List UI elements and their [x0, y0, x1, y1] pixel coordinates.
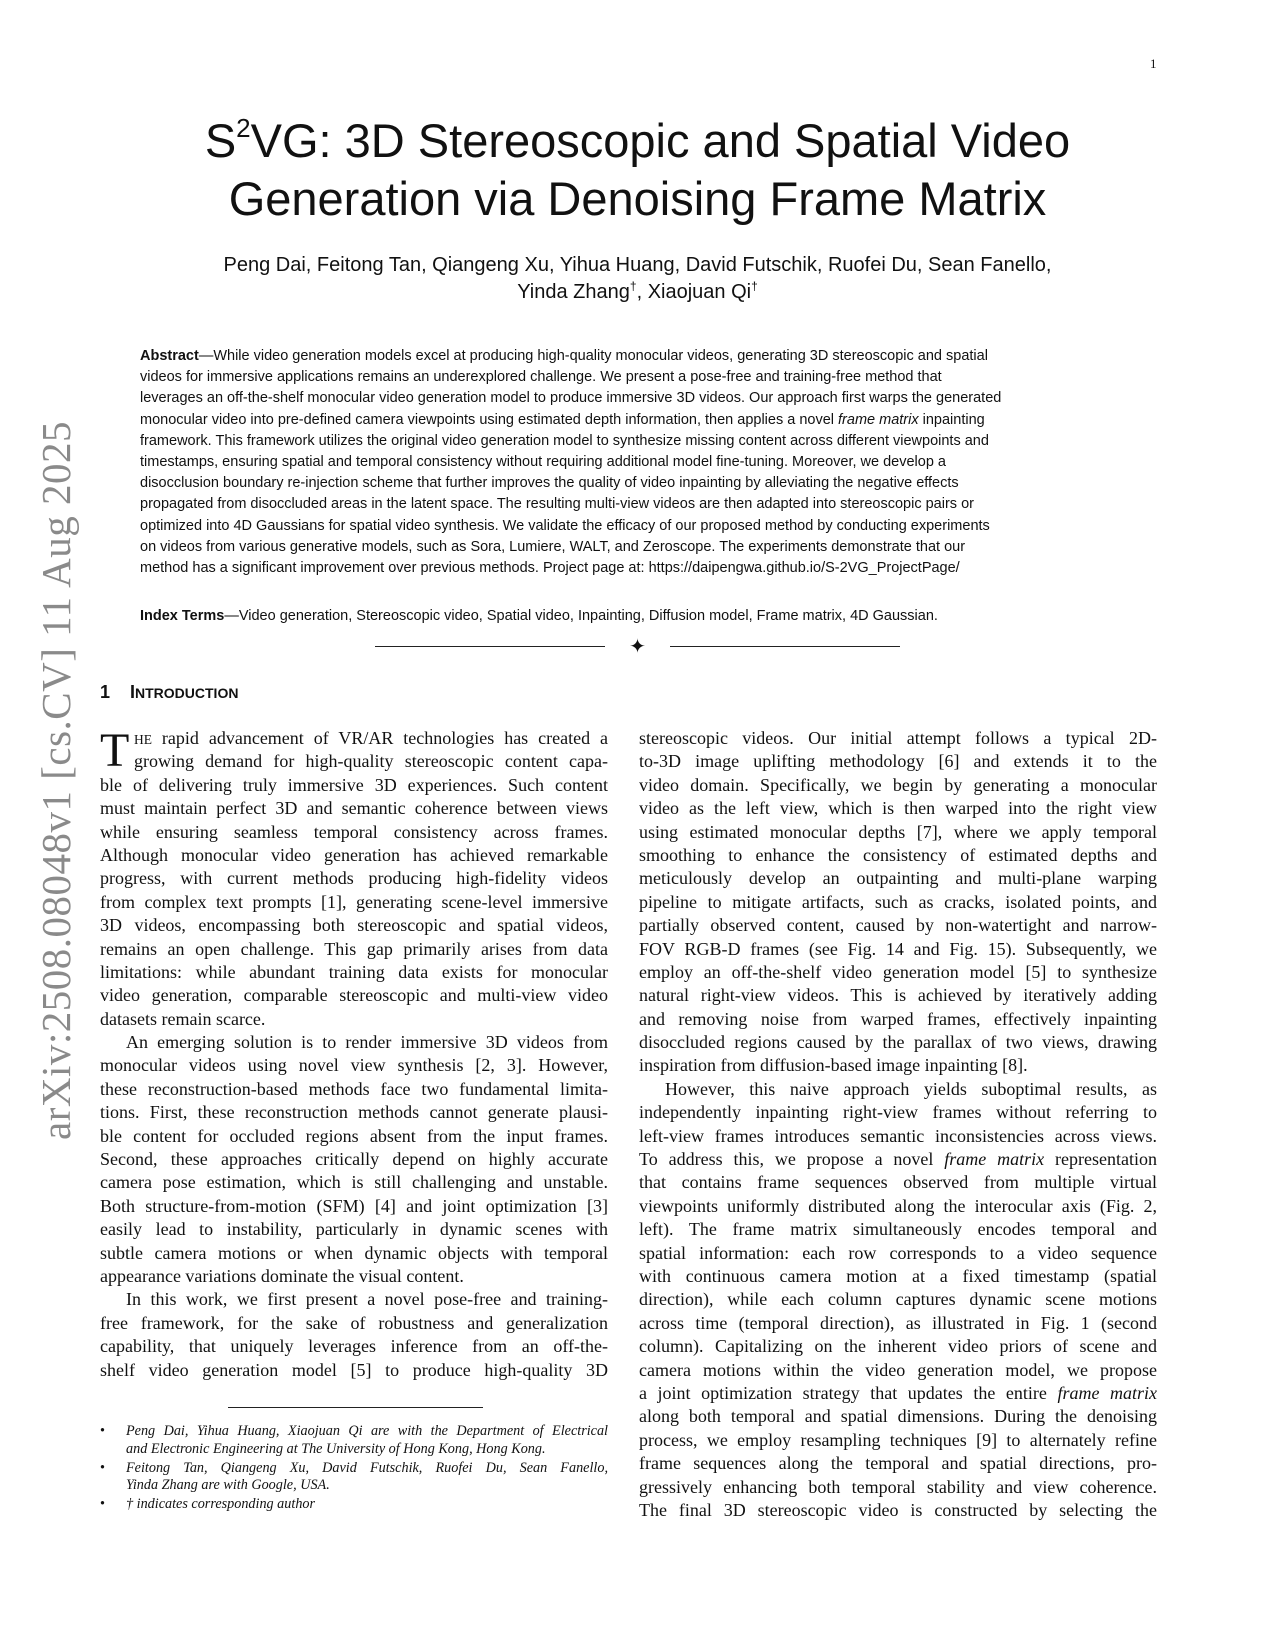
- bullet-icon: •: [100, 1496, 105, 1513]
- body-line: Second, these approaches critically depend on highly accurate: [100, 1149, 608, 1170]
- abstract-line: videos for immersive applications remains an underexplored challenge. We present a pose-free and training-free method that: [140, 369, 942, 386]
- body-line: shelf video generation model [5] to produce high-quality 3D: [100, 1359, 608, 1380]
- body-line: to-3D image uplifting methodology [6] and extends it to the: [639, 751, 1157, 772]
- body-emphasis: frame matrix: [944, 1149, 1045, 1170]
- abstract-line: propagated from disoccluded areas in the latent space. The resulting multi-view videos are then adapted into stereoscopic pairs or: [140, 496, 974, 513]
- body-line: across time (temporal direction), as illustrated in Fig. 1 (second: [639, 1312, 1157, 1333]
- body-text: a joint optimization strategy that updates the entire: [639, 1382, 1058, 1403]
- bullet-icon: •: [100, 1423, 105, 1439]
- body-line: these reconstruction-based methods face two fundamental limita-: [100, 1078, 608, 1099]
- body-line: smoothing to enhance the consistency of estimated depths and: [639, 844, 1157, 865]
- body-text: representation: [1044, 1149, 1157, 1170]
- abstract: [140, 346, 1130, 579]
- body-line: frame sequences along the temporal and spatial directions, pro-: [639, 1453, 1157, 1474]
- title-line-1-text: VG: 3D Stereoscopic and Spatial Video: [250, 114, 1071, 167]
- body-line: independently inpainting right-view frames without referring to: [639, 1102, 1157, 1123]
- body-line: [100, 727, 608, 750]
- body-line: subtle camera motions or when dynamic objects with temporal: [100, 1242, 608, 1263]
- body-line: inspiration from diffusion-based image inpainting [8].: [639, 1055, 1028, 1076]
- section-heading: [100, 682, 238, 703]
- body-line: video generation, comparable stereoscopic and multi-view video: [100, 985, 608, 1006]
- abstract-line: framework. This framework utilizes the original video generation model to synthesize missing content across different viewpoints and: [140, 432, 989, 449]
- arxiv-identifier-stamp: arXiv:2508.08048v1 [cs.CV] 11 Aug 2025: [33, 421, 79, 1140]
- divider-star-icon: ✦: [629, 636, 646, 658]
- section-title-initial: I: [130, 682, 136, 702]
- footnote-item: [100, 1423, 608, 1459]
- body-line: An emerging solution is to render immersive 3D videos from: [126, 1032, 608, 1053]
- title-line-1: [100, 112, 1175, 170]
- body-line: [639, 1382, 1157, 1405]
- right-column: [639, 727, 1157, 1522]
- body-line: employ an off-the-shelf video generation model [5] to synthesize: [639, 961, 1157, 982]
- footnote-line: † indicates corresponding author: [126, 1496, 316, 1513]
- abstract-line: leverages an off-the-shelf monocular video generation model to produce immersive 3D videos. Our approach first warps the generated: [140, 390, 1002, 407]
- title-s: S: [204, 114, 237, 167]
- abstract-line: on videos from various generative models, such as Sora, Lumiere, WALT, and Zeroscope. The experiments demonstrate that our: [140, 538, 966, 555]
- small-caps-text: HE: [134, 732, 152, 747]
- body-line: remains an open challenge. This gap primarily arises from data: [100, 938, 608, 959]
- index-terms-text: —Video generation, Stereoscopic video, Spatial video, Inpainting, Diffusion model, Frame matrix, 4D Gaussian.: [224, 608, 938, 624]
- corresponding-mark: †: [751, 279, 758, 293]
- body-line: FOV RGB-D frames (see Fig. 14 and Fig. 15). Subsequently, we: [639, 938, 1157, 959]
- footnote-line: Yinda Zhang are with Google, USA.: [126, 1477, 330, 1494]
- body-line: partially observed content, caused by non-watertight and narrow-: [639, 915, 1157, 936]
- paper-title: [100, 112, 1175, 228]
- body-line: from complex text prompts [1], generating scene-level immersive: [100, 891, 608, 912]
- footnote-line: and Electronic Engineering at The University of Hong Kong, Hong Kong.: [126, 1440, 546, 1457]
- body-line: 3D videos, encompassing both stereoscopic and spatial videos,: [100, 915, 608, 936]
- abstract-line: timestamps, ensuring spatial and temporal consistency without requiring additional model fine-tuning. Moreover, we develop a: [140, 454, 946, 471]
- body-line: with continuous camera motion at a fixed timestamp (spatial: [639, 1265, 1157, 1286]
- body-line: process, we employ resampling techniques [9] to alternately refine: [639, 1429, 1157, 1450]
- title-line-2: Generation via Denoising Frame Matrix: [228, 172, 1047, 225]
- body-line: viewpoints uniformly distributed along the interocular axis (Fig. 2,: [639, 1195, 1157, 1216]
- index-terms-label: Index Terms: [140, 608, 225, 624]
- section-number: 1: [100, 682, 111, 702]
- footnote-item: [100, 1460, 608, 1496]
- body-line: along both temporal and spatial dimensions. During the denoising: [639, 1406, 1157, 1427]
- index-terms: [140, 608, 1130, 624]
- abstract-line: disocclusion boundary re-injection scheme that further improves the quality of video inpainting by alleviating the negative effects: [140, 475, 959, 492]
- body-line: left-view frames introduces semantic inconsistencies across views.: [639, 1125, 1157, 1146]
- bullet-icon: •: [100, 1459, 105, 1476]
- footnote-item: [100, 1496, 608, 1514]
- body-line: column). Capitalizing on the inherent video priors of scene and: [639, 1336, 1157, 1357]
- abstract-line: [140, 410, 1130, 431]
- section-title-rest: NTRODUCTION: [135, 685, 239, 701]
- body-line: video as the left view, which is then warped into the right view: [639, 798, 1157, 819]
- body-line: using estimated monocular depths [7], where we apply temporal: [639, 821, 1157, 842]
- section-divider: [375, 637, 900, 657]
- body-line: In this work, we first present a novel pose-free and training-: [126, 1289, 608, 1310]
- body-line: pipeline to mitigate artifacts, such as cracks, isolated points, and: [639, 891, 1157, 912]
- body-line: gressively enhancing both temporal stability and view coherence.: [639, 1476, 1157, 1497]
- corresponding-mark: †: [629, 279, 637, 293]
- drop-cap: T: [100, 724, 130, 777]
- body-line: camera motions within the video generation model, we propose: [639, 1359, 1157, 1380]
- title-superscript: 2: [236, 113, 251, 143]
- author-name: , Xiaojuan Qi: [636, 281, 752, 303]
- abstract-label: Abstract: [140, 348, 199, 364]
- body-line: [639, 1148, 1157, 1171]
- body-line: limitations: while abundant training data exists for monocular: [100, 961, 608, 982]
- body-line: spatial information: each row corresponds to a video sequence: [639, 1242, 1157, 1263]
- abstract-emphasis: frame matrix: [838, 411, 919, 428]
- abstract-line: optimized into 4D Gaussians for spatial video synthesis. We validate the efficacy of our proposed method by conducting experiments: [140, 517, 990, 534]
- page-number: 1: [1150, 56, 1157, 71]
- body-line: ble content for occluded regions absent from the input frames.: [100, 1125, 608, 1146]
- body-line: However, this naive approach yields suboptimal results, as: [665, 1078, 1157, 1099]
- abstract-line: [140, 346, 1130, 367]
- body-line: disoccluded regions caused by the parallax of two views, drawing: [639, 1032, 1157, 1053]
- body-line: must maintain perfect 3D and semantic coherence between views: [100, 798, 608, 819]
- body-line: that contains frame sequences observed from multiple virtual: [639, 1172, 1157, 1193]
- authors-line-2: [100, 279, 1175, 306]
- abstract-text: monocular video into pre-defined camera viewpoints using estimated depth information, then applies a novel: [140, 411, 839, 428]
- body-line: appearance variations dominate the visual content.: [100, 1265, 464, 1286]
- footnote-line: Feitong Tan, Qiangeng Xu, David Futschik, Ruofei Du, Sean Fanello,: [126, 1459, 608, 1476]
- body-line: natural right-view videos. This is achieved by iteratively adding: [639, 985, 1157, 1006]
- body-line: camera pose estimation, which is still challenging and unstable.: [100, 1172, 608, 1193]
- body-line: stereoscopic videos. Our initial attempt follows a typical 2D-: [639, 728, 1157, 748]
- authors-line-1: Peng Dai, Feitong Tan, Qiangeng Xu, Yihua Huang, David Futschik, Ruofei Du, Sean Fanello,: [223, 254, 1052, 276]
- body-line: Although monocular video generation has achieved remarkable: [100, 844, 608, 865]
- footnote-rule: [228, 1407, 483, 1408]
- body-line: Both structure-from-motion (SFM) [4] and joint optimization [3]: [100, 1195, 608, 1216]
- body-line: progress, with current methods producing high-fidelity videos: [100, 868, 608, 889]
- body-line: The final 3D stereoscopic video is constructed by selecting the: [639, 1499, 1157, 1520]
- body-line: ble of delivering truly immersive 3D experiences. Such content: [100, 774, 608, 795]
- body-line: datasets remain scarce.: [100, 1008, 266, 1029]
- body-line: and removing noise from warped frames, effectively inpainting: [639, 1008, 1157, 1029]
- author-name: Yinda Zhang: [517, 281, 630, 303]
- body-text: rapid advancement of VR/AR technologies has created a: [152, 728, 608, 748]
- abstract-text: inpainting: [918, 411, 985, 428]
- body-line: left). The frame matrix simultaneously encodes temporal and: [639, 1219, 1157, 1240]
- abstract-text: —While video generation models excel at producing high-quality monocular videos, generating 3D stereoscopic and spatial: [198, 348, 988, 364]
- body-line: capability, that uniquely leverages inference from an off-the-: [100, 1336, 608, 1357]
- body-line: meticulously develop an outpainting and multi-plane warping: [639, 868, 1157, 889]
- body-line: video domain. Specifically, we begin by generating a monocular: [639, 774, 1157, 795]
- body-line: while ensuring seamless temporal consistency across frames.: [100, 821, 608, 842]
- body-emphasis: frame matrix: [1057, 1382, 1157, 1403]
- body-line: growing demand for high-quality stereoscopic content capa-: [134, 751, 608, 772]
- body-line: direction), while each column captures dynamic scene motions: [639, 1289, 1157, 1310]
- divider-rule-right: [670, 646, 900, 647]
- abstract-line: method has a significant improvement over previous methods. Project page at: https://daipengwa.github.io/S-2VG_ProjectPage/: [140, 560, 960, 577]
- author-list: [100, 252, 1175, 306]
- body-line: free framework, for the sake of robustness and generalization: [100, 1312, 608, 1333]
- footnote-line: Peng Dai, Yihua Huang, Xiaojuan Qi are with the Department of Electrical: [126, 1423, 608, 1439]
- body-line: easily lead to instability, particularly in dynamic scenes with: [100, 1219, 608, 1240]
- body-line: tions. First, these reconstruction methods cannot generate plausi-: [100, 1102, 608, 1123]
- body-line: monocular videos using novel view synthesis [2, 3]. However,: [100, 1055, 608, 1076]
- footnotes: [100, 1423, 608, 1515]
- body-text: To address this, we propose a novel: [639, 1149, 945, 1170]
- left-column: [100, 724, 608, 1382]
